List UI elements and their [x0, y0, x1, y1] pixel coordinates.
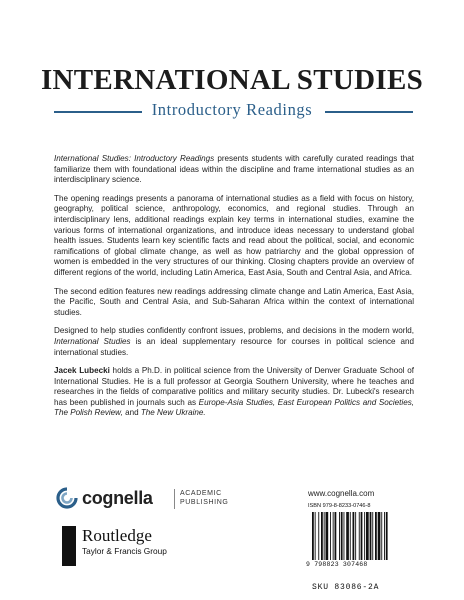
book-title: INTERNATIONAL STUDIES	[40, 64, 424, 96]
paragraph-overview: The opening readings presents a panorama of international studies as a field with focus on history, geography, political science, anthropology, economics, and regional studies. Through an interdisciplinary lens, additional readings explain key terms in international studies, examine the various forms of international organizations, and introduce ideas necessary to understand global health issues. Students learn key scientific facts and read about the political, social, and economic ramifications of global climate change, as well as how patriarchy and the global oppression of women is embedded in the very structures of our thinking. Closing chapters provide an overview of different regions of the world, including Latin America, East Asia, South and Central Asia, and Africa.	[54, 193, 414, 277]
subtitle-rule-right	[325, 111, 413, 113]
publisher-url: www.cognella.com	[308, 489, 375, 498]
bio-text-b: and	[122, 408, 141, 418]
barcode-bar	[381, 512, 382, 560]
barcode-bar	[386, 512, 388, 560]
paragraph-intro	[54, 154, 414, 186]
barcode-bar	[355, 512, 356, 560]
barcode-bar	[375, 512, 377, 560]
barcode-bar	[364, 512, 365, 560]
barcode-bar	[370, 512, 372, 560]
barcode-bar	[366, 512, 369, 560]
barcode-digits: 9 798823 307468	[306, 561, 368, 568]
routledge-subtitle: Taylor & Francis Group	[82, 546, 167, 556]
routledge-wordmark: Routledge	[82, 526, 152, 545]
cognella-tagline	[180, 490, 228, 507]
cognella-logo	[56, 485, 256, 513]
isbn-barcode	[306, 503, 414, 578]
bio-journal-last-italic: The New Ukraine.	[140, 408, 206, 418]
bio-text-a: holds a Ph.D. in political science from the University of Denver Graduate School of International Studies. He is a full professor at Georgia Southern University, where he teaches and researches in the fields of comparative politics and military security studies. Dr. Lubecki's research has been published in journals such as	[54, 366, 414, 407]
purpose-text-a: Designed to help studies confidently confront issues, problems, and decisions in the modern world,	[54, 326, 414, 336]
barcode-bar	[346, 512, 349, 560]
barcode-bar	[350, 512, 351, 560]
barcode-bar	[312, 512, 314, 560]
subtitle-row	[0, 100, 464, 122]
intro-text: presents students with carefully curated readings that familiarize them with foundational ideas within the discipline and frame international studies as an interdisciplinary science.	[54, 154, 414, 185]
barcode-bar	[315, 512, 316, 560]
barcode-bar	[378, 512, 381, 560]
barcode-bar	[324, 512, 325, 560]
cognella-tagline-2: PUBLISHING	[180, 498, 229, 506]
barcode-bar	[335, 512, 337, 560]
barcode-bar	[339, 512, 340, 560]
cognella-mark-icon	[56, 487, 78, 509]
paragraph-author-bio	[54, 366, 414, 419]
barcode-bar	[344, 512, 345, 560]
routledge-logo	[60, 524, 260, 566]
barcode-bar	[353, 512, 355, 560]
barcode-bar	[333, 512, 334, 560]
routledge-vertical-mark-icon	[62, 526, 76, 566]
cognella-tagline-1: ACADEMIC	[180, 490, 222, 497]
author-name: Jacek Lubecki	[54, 366, 110, 376]
isbn-number: ISBN 979-8-8233-0746-8	[308, 503, 371, 509]
barcode-bar	[384, 512, 385, 560]
paragraph-second-edition: The second edition features new readings addressing climate change and Latin America, East Asia, the Pacific, South and Central Asia, and Sub-Saharan Africa within the context of international studies.	[54, 286, 414, 317]
barcode-bars-icon	[308, 512, 412, 560]
barcode-bar	[361, 512, 363, 560]
back-cover-description	[54, 154, 414, 427]
paragraph-purpose	[54, 326, 414, 358]
sku-label: SKU 83086-2A	[312, 583, 380, 592]
barcode-bar	[326, 512, 329, 560]
bio-journals-italic: Europe-Asia Studies, East European Politics and Societies, The Polish Review,	[54, 397, 414, 418]
purpose-text-b: is an ideal supplementary resource for courses in political science and international studies.	[54, 336, 414, 357]
purpose-title-italic: International Studies	[54, 336, 131, 346]
book-subtitle: Introductory Readings	[151, 100, 313, 119]
cognella-wordmark: cognella	[82, 488, 153, 508]
barcode-bar	[318, 512, 319, 560]
barcode-bar	[359, 512, 360, 560]
book-title-italic: International Studies: Introductory Readings	[54, 154, 215, 163]
barcode-bar	[341, 512, 343, 560]
cognella-divider	[174, 489, 175, 509]
barcode-bar	[330, 512, 331, 560]
barcode-bar	[321, 512, 323, 560]
barcode-bar	[372, 512, 373, 560]
